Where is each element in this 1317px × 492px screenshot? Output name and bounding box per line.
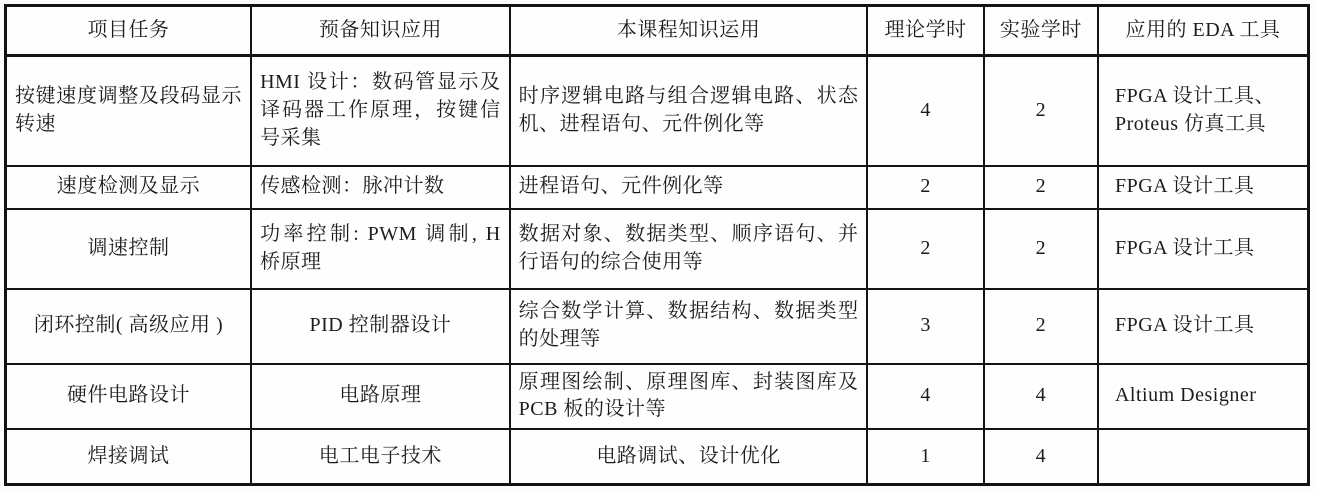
table-row [6,364,1309,429]
cell-course-knowledge: 综合数学计算、数据结构、数据类型的处理等 [510,289,868,364]
cell-theory-hours: 2 [867,166,983,209]
cell-course-knowledge: 电路调试、设计优化 [510,429,868,485]
cell-eda-tools: FPGA 设计工具 [1098,209,1309,289]
cell-prep-knowledge: 功率控制: PWM 调制, H 桥原理 [251,209,510,289]
col-header-prep-knowledge: 预备知识应用 [251,6,510,56]
header-row [6,6,1309,56]
col-header-course-knowledge: 本课程知识运用 [510,6,868,56]
cell-course-knowledge: 时序逻辑电路与组合逻辑电路、状态机、进程语句、元件例化等 [510,56,868,166]
cell-task: 硬件电路设计 [6,364,252,429]
cell-lab-hours: 2 [984,166,1098,209]
col-header-lab-hours: 实验学时 [984,6,1098,56]
cell-task: 速度检测及显示 [6,166,252,209]
table-row [6,209,1309,289]
cell-lab-hours: 2 [984,289,1098,364]
cell-eda-tools [1098,429,1309,485]
table-row [6,429,1309,485]
course-projects-table [4,4,1310,486]
cell-course-knowledge: 数据对象、数据类型、顺序语句、并行语句的综合使用等 [510,209,868,289]
cell-eda-tools: Altium Designer [1098,364,1309,429]
cell-lab-hours: 2 [984,209,1098,289]
cell-lab-hours: 4 [984,364,1098,429]
col-header-project-task: 项目任务 [6,6,252,56]
cell-theory-hours: 4 [867,56,983,166]
cell-prep-knowledge: PID 控制器设计 [251,289,510,364]
cell-prep-knowledge: HMI 设计：数码管显示及译码器工作原理，按键信号采集 [251,56,510,166]
table-row [6,289,1309,364]
cell-course-knowledge: 原理图绘制、原理图库、封装图库及 PCB 板的设计等 [510,364,868,429]
cell-prep-knowledge: 传感检测：脉冲计数 [251,166,510,209]
cell-task: 调速控制 [6,209,252,289]
cell-course-knowledge: 进程语句、元件例化等 [510,166,868,209]
cell-theory-hours: 2 [867,209,983,289]
cell-eda-tools: FPGA 设计工具、Proteus 仿真工具 [1098,56,1309,166]
cell-theory-hours: 4 [867,364,983,429]
cell-task: 按键速度调整及段码显示转速 [6,56,252,166]
cell-theory-hours: 3 [867,289,983,364]
cell-task: 闭环控制( 高级应用 ) [6,289,252,364]
col-header-eda-tools: 应用的 EDA 工具 [1098,6,1309,56]
cell-eda-tools: FPGA 设计工具 [1098,289,1309,364]
cell-task: 焊接调试 [6,429,252,485]
table-row [6,166,1309,209]
cell-prep-knowledge: 电工电子技术 [251,429,510,485]
table-row [6,56,1309,166]
cell-eda-tools: FPGA 设计工具 [1098,166,1309,209]
cell-theory-hours: 1 [867,429,983,485]
cell-lab-hours: 4 [984,429,1098,485]
cell-lab-hours: 2 [984,56,1098,166]
col-header-theory-hours: 理论学时 [867,6,983,56]
cell-prep-knowledge: 电路原理 [251,364,510,429]
